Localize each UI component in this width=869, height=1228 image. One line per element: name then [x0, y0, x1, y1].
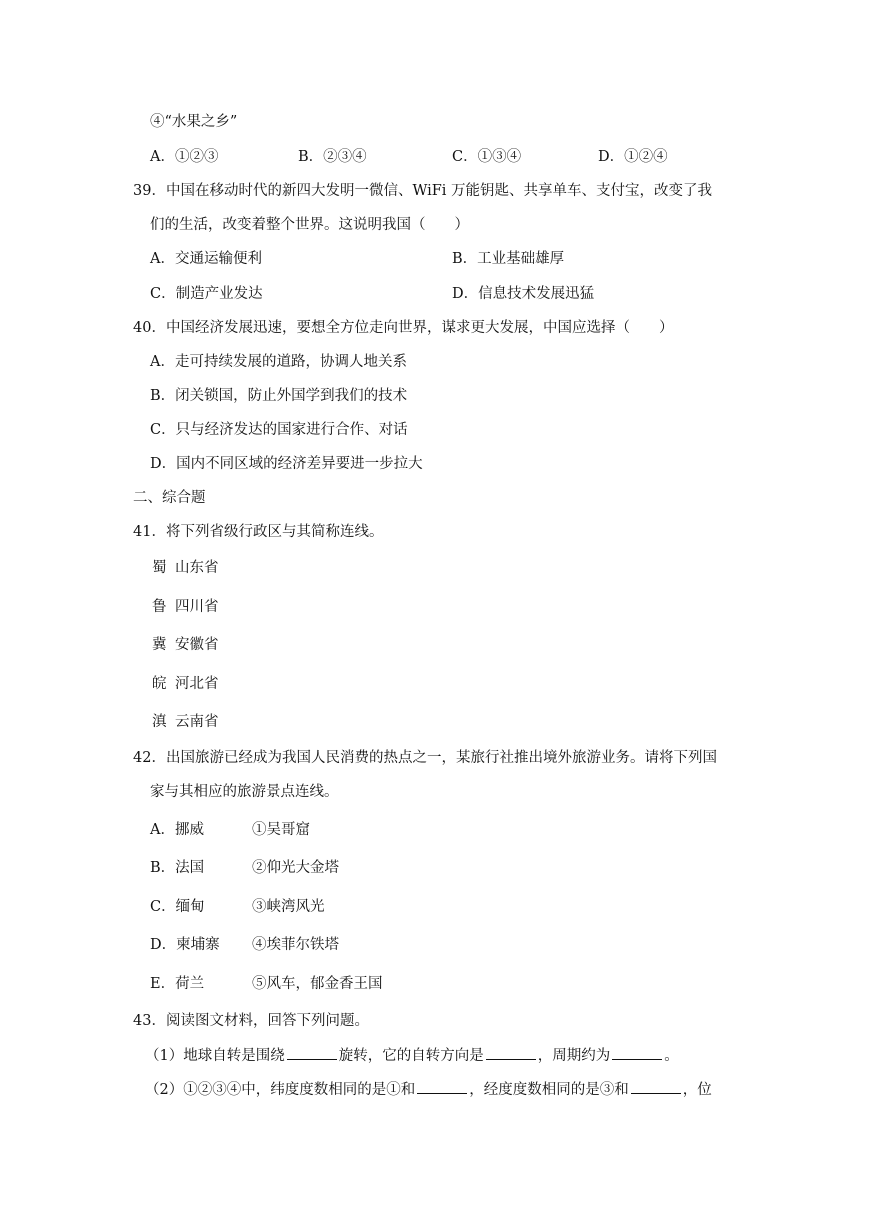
- q40-option-a: A．走可持续发展的道路，协调人地关系: [150, 354, 407, 370]
- q42-country-d: D．柬埔寨: [150, 937, 220, 953]
- section-heading: 二、综合题: [133, 490, 206, 506]
- q41-province-1: 山东省: [175, 560, 219, 576]
- q40-stem: 40．中国经济发展迅速，要想全方位走向世界，谋求更大发展，中国应选择（ ）: [133, 320, 674, 336]
- answer-blank[interactable]: [486, 1045, 536, 1060]
- q43-subquestion-2: [145, 1079, 712, 1100]
- q42-stem-line2: 家与其相应的旅游景点连线。: [150, 784, 339, 800]
- q39-stem-line2: 们的生活，改变着整个世界。这说明我国（ ）: [150, 217, 469, 233]
- q43-sub1-part1: （1）地球自转是围绕: [145, 1048, 285, 1064]
- q43-subquestion-1: [145, 1045, 679, 1066]
- q42-country-e: E．荷兰: [150, 976, 205, 992]
- answer-blank[interactable]: [612, 1045, 662, 1060]
- q42-sight-3: ③峡湾风光: [252, 899, 325, 915]
- q43-sub2-part3: ，位: [682, 1082, 712, 1098]
- answer-blank[interactable]: [417, 1079, 467, 1094]
- q39-stem-line1: 39．中国在移动时代的新四大发明一微信、WiFi 万能钥匙、共享单车、支付宝，改变了我: [133, 183, 713, 199]
- q39-option-d: D．信息技术发展迅猛: [452, 286, 595, 302]
- q43-sub1-part2: 旋转，它的自转方向是: [338, 1048, 484, 1064]
- q43-stem: 43．阅读图文材料，回答下列问题。: [133, 1013, 369, 1029]
- q41-province-4: 河北省: [175, 676, 219, 692]
- q38-option-a: A．①②③: [150, 149, 219, 165]
- q42-country-c: C．缅甸: [150, 899, 205, 915]
- q38-option-d: D．①②④: [598, 149, 668, 165]
- q41-abbr-1: 蜀: [152, 560, 167, 576]
- q41-stem: 41．将下列省级行政区与其简称连线。: [133, 524, 384, 540]
- q42-country-a: A．挪威: [150, 822, 204, 838]
- q39-option-c: C．制造产业发达: [150, 286, 263, 302]
- q40-option-b: B．闭关锁国，防止外国学到我们的技术: [150, 388, 408, 404]
- q41-abbr-3: 冀: [152, 637, 167, 653]
- q38-option-b: B．②③④: [298, 149, 367, 165]
- q43-sub1-part3: ，周期约为: [537, 1048, 611, 1064]
- q38-item4: ④“水果之乡”: [150, 114, 238, 130]
- q39-option-a: A．交通运输便利: [150, 251, 262, 267]
- q40-option-d: D．国内不同区域的经济差异要进一步拉大: [150, 456, 423, 472]
- q41-province-3: 安徽省: [175, 637, 219, 653]
- q42-sight-4: ④埃菲尔铁塔: [252, 937, 339, 953]
- q41-province-2: 四川省: [175, 599, 219, 615]
- answer-blank[interactable]: [287, 1045, 337, 1060]
- q42-country-b: B．法国: [150, 860, 205, 876]
- q43-sub2-part1: （2）①②③④中，纬度度数相同的是①和: [145, 1082, 416, 1098]
- q41-abbr-4: 皖: [152, 676, 167, 692]
- q41-abbr-2: 鲁: [152, 599, 167, 615]
- q42-stem-line1: 42．出国旅游已经成为我国人民消费的热点之一，某旅行社推出境外旅游业务。请将下列国: [133, 750, 717, 766]
- q42-sight-1: ①吴哥窟: [252, 822, 310, 838]
- answer-blank[interactable]: [631, 1079, 681, 1094]
- q43-sub2-part2: ，经度度数相同的是③和: [469, 1082, 629, 1098]
- q42-sight-5: ⑤风车，郁金香王国: [252, 976, 383, 992]
- q41-abbr-5: 滇: [152, 714, 167, 730]
- q38-option-c: C．①③④: [452, 149, 522, 165]
- q39-option-b: B．工业基础雄厚: [452, 251, 565, 267]
- q42-sight-2: ②仰光大金塔: [252, 860, 339, 876]
- q43-sub1-part4: 。: [664, 1048, 679, 1064]
- q40-option-c: C．只与经济发达的国家进行合作、对话: [150, 422, 408, 438]
- q41-province-5: 云南省: [175, 714, 219, 730]
